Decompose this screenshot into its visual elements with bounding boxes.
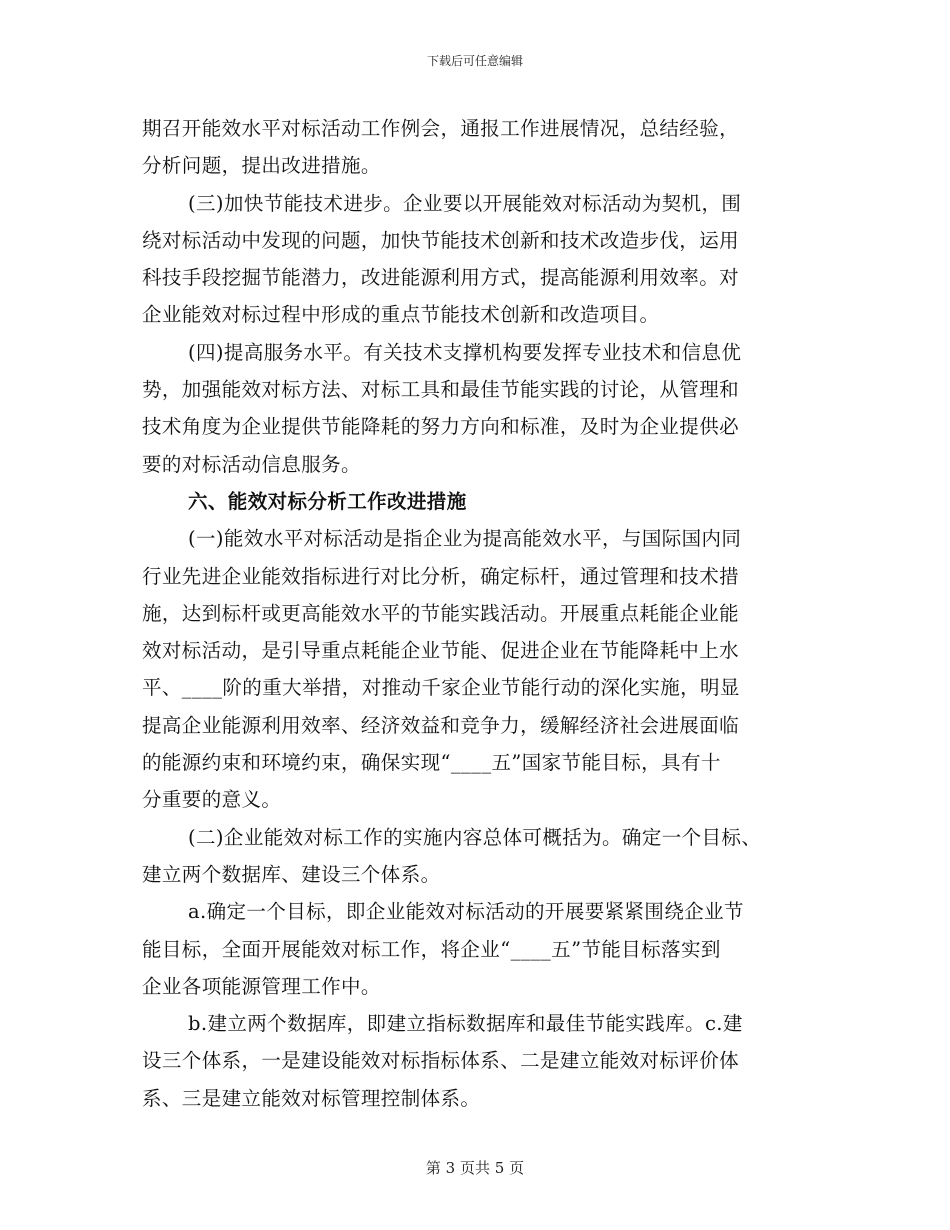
text-line: 企业各项能源管理工作中。 (142, 974, 381, 998)
page-header: 下载后可任意编辑 (426, 54, 523, 68)
paragraph-start: (一)能效水平对标活动是指企业为提高能效水平，与国际国内同 (188, 527, 742, 551)
text-line: 施，达到标杆或更高能效水平的节能实践活动。开展重点耗能企业能 (142, 601, 740, 625)
text-line: 企业能效对标过程中形成的重点节能技术创新和改造项目。 (142, 303, 660, 327)
paragraph-start: a.确定一个目标，即企业能效对标活动的开展要紧紧围绕企业节 (188, 900, 744, 924)
text-line: 系、三是建立能效对标管理控制体系。 (142, 1086, 481, 1110)
paragraph-start: (三)加快节能技术进步。企业要以开展能效对标活动为契机，围 (188, 191, 742, 215)
text-line: 分重要的意义。 (142, 788, 282, 812)
text-line: 科技手段挖掘节能潜力，改进能源利用方式，提高能源利用效率。对 (142, 266, 740, 290)
section-heading: 六、能效对标分析工作改进措施 (188, 489, 467, 513)
text-line: 行业先进企业能效指标进行对比分析，确定标杆，通过管理和技术措 (142, 564, 740, 588)
page-footer: 第 3 页共 5 页 (425, 1159, 525, 1177)
text-line: 效对标活动，是引导重点耗能企业节能、促进企业在节能降耗中上水 (142, 639, 740, 663)
text-line: 平、____阶的重大举措，对推动千家企业节能行动的深化实施，明显 (142, 676, 740, 700)
text-line: 的能源约束和环境约束，确保实现“____五”国家节能目标，具有十 (142, 751, 721, 775)
text-line: 建立两个数据库、建设三个体系。 (142, 862, 441, 886)
text-line: 绕对标活动中发现的问题，加快节能技术创新和技术改造步伐，运用 (142, 228, 740, 252)
text-line: 分析问题，提出改进措施。 (142, 154, 381, 178)
text-line: 提高企业能源利用效率、经济效益和竞争力，缓解经济社会进展面临 (142, 713, 740, 737)
text-line: 技术角度为企业提供节能降耗的努力方向和标准，及时为企业提供必 (142, 415, 740, 439)
text-line: 势，加强能效对标方法、对标工具和最佳节能实践的讨论，从管理和 (142, 378, 740, 402)
paragraph-start: b.建立两个数据库，即建立指标数据库和最佳节能实践库。c.建 (188, 1012, 743, 1036)
paragraph-start: (四)提高服务水平。有关技术支撑机构要发挥专业技术和信息优 (188, 340, 742, 364)
document-body (142, 110, 810, 1117)
text-line: 能目标，全面开展能效对标工作，将企业“____五”节能目标落实到 (142, 937, 721, 961)
text-line: 期召开能效水平对标活动工作例会，通报工作进展情况，总结经验， (142, 117, 740, 140)
paragraph-start: (二)企业能效对标工作的实施内容总体可概括为。确定一个目标、 (188, 825, 762, 849)
text-line: 设三个体系，一是建设能效对标指标体系、二是建立能效对标评价体 (142, 1049, 740, 1073)
text-line: 要的对标活动信息服务。 (142, 452, 361, 476)
